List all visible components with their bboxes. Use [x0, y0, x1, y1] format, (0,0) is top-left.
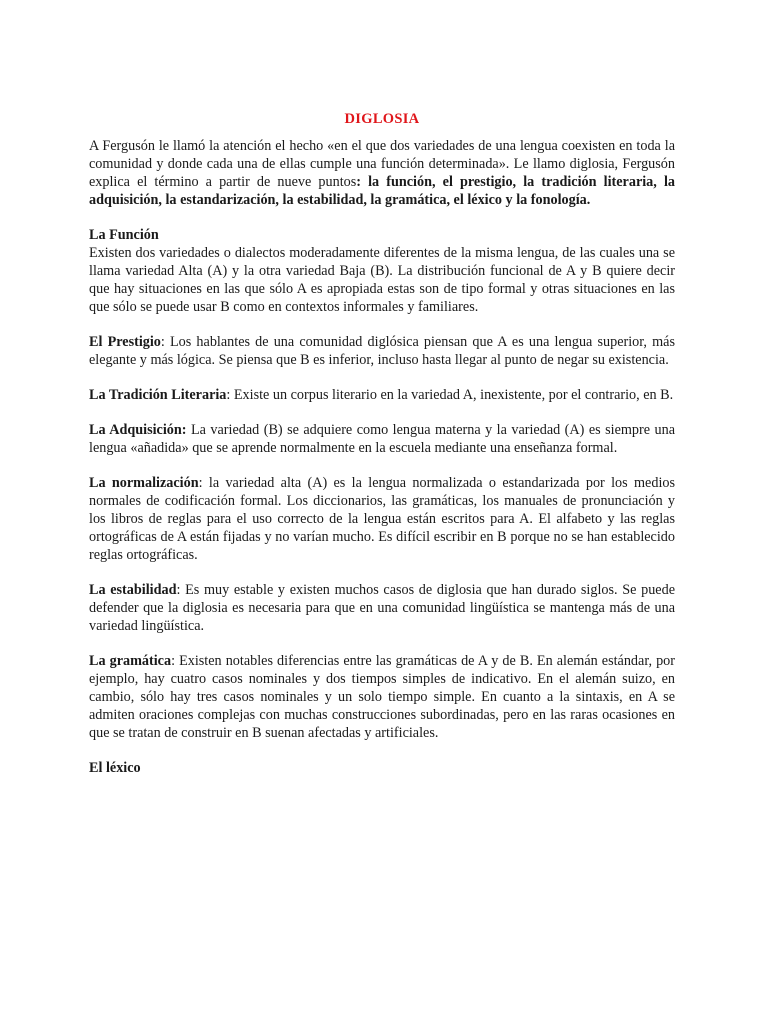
section-text: : Existe un corpus literario en la variedad A, inexistente, por el contrario, en B. [226, 387, 674, 403]
section-heading: La Adquisición: [89, 422, 187, 438]
section-heading: El Prestigio [89, 334, 161, 350]
section-adquisicion [89, 421, 675, 457]
section-heading: La gramática [89, 653, 172, 669]
section-text: Existen dos variedades o dialectos moderadamente diferentes de la misma lengua, de las cuales una se llama variedad Alta (A) y la otra variedad Baja (B). La distribución funcional de A y B quiere decir que hay situaciones en las que sólo A es apropiada estas son de tipo formal y otras situaciones en las que sólo se puede usar B como en contextos informales y familiares. [89, 245, 675, 315]
document-page [89, 110, 675, 794]
section-heading: La Tradición Literaria [89, 387, 227, 403]
section-gramatica [89, 652, 675, 742]
section-funcion [89, 226, 675, 316]
section-text: : Es muy estable y existen muchos casos de diglosia que han durado siglos. Se puede defender que la diglosia es necesaria para que en una comunidad lingüística se mantenga más de una variedad lingüística. [89, 582, 675, 634]
section-prestigio [89, 333, 675, 369]
section-estabilidad [89, 581, 675, 635]
section-text: : la variedad alta (A) es la lengua normalizada o estandarizada por los medios normales de codificación formal. Los diccionarios, las gramáticas, los manuales de pronunciación y los libros de reglas para el uso correcto de la lengua están escritos para A. El alfabeto y las reglas ortográficas de A están fijadas y no varían mucho. Es difícil escribir en B porque no se han establecido reglas ortográficas. [89, 475, 675, 563]
document-title: DIGLOSIA [344, 111, 420, 127]
section-text: : Los hablantes de una comunidad diglósica piensan que A es una lengua superior, más elegante y más lógica. Se piensa que B es inferior, incluso hasta llegar al punto de negar su existencia. [89, 334, 675, 368]
section-tradicion-literaria [89, 386, 675, 404]
section-text: La variedad (B) se adquiere como lengua materna y la variedad (A) es siempre una lengua «añadida» que se aprende normalmente en la escuela mediante una enseñanza formal. [89, 422, 675, 456]
section-heading: La estabilidad [89, 582, 177, 598]
section-lexico [89, 759, 675, 777]
intro-paragraph [89, 137, 675, 209]
section-normalizacion [89, 474, 675, 564]
section-heading: La normalización [89, 475, 199, 491]
section-text: : Existen notables diferencias entre las gramáticas de A y de B. En alemán estándar, por ejemplo, hay cuatro casos nominales y dos tiempos simples de indicativo. En el alemán suizo, en cambio, sólo hay tres casos nominales y un solo tiempo simple. En cuanto a la sintaxis, en A se admiten oraciones complejas con muchas construcciones subordinadas, pero en las raras ocasiones en que se tratan de construir en B suenan afectadas y artificiales. [89, 653, 675, 741]
intro-bold-list: : la función, el prestigio, la tradición literaria, la adquisición, la estandarización, la estabilidad, la gramática, el léxico y la fonología. [89, 174, 675, 208]
section-heading: La Función [89, 227, 159, 243]
section-heading: El léxico [89, 760, 141, 776]
intro-text: A Fergusón le llamó la atención el hecho «en el que dos variedades de una lengua coexisten en toda la comunidad y donde cada una de ellas cumple una función determinada». Le llamo diglosia, Fergusón explica el término a partir de nueve puntos [89, 138, 675, 190]
